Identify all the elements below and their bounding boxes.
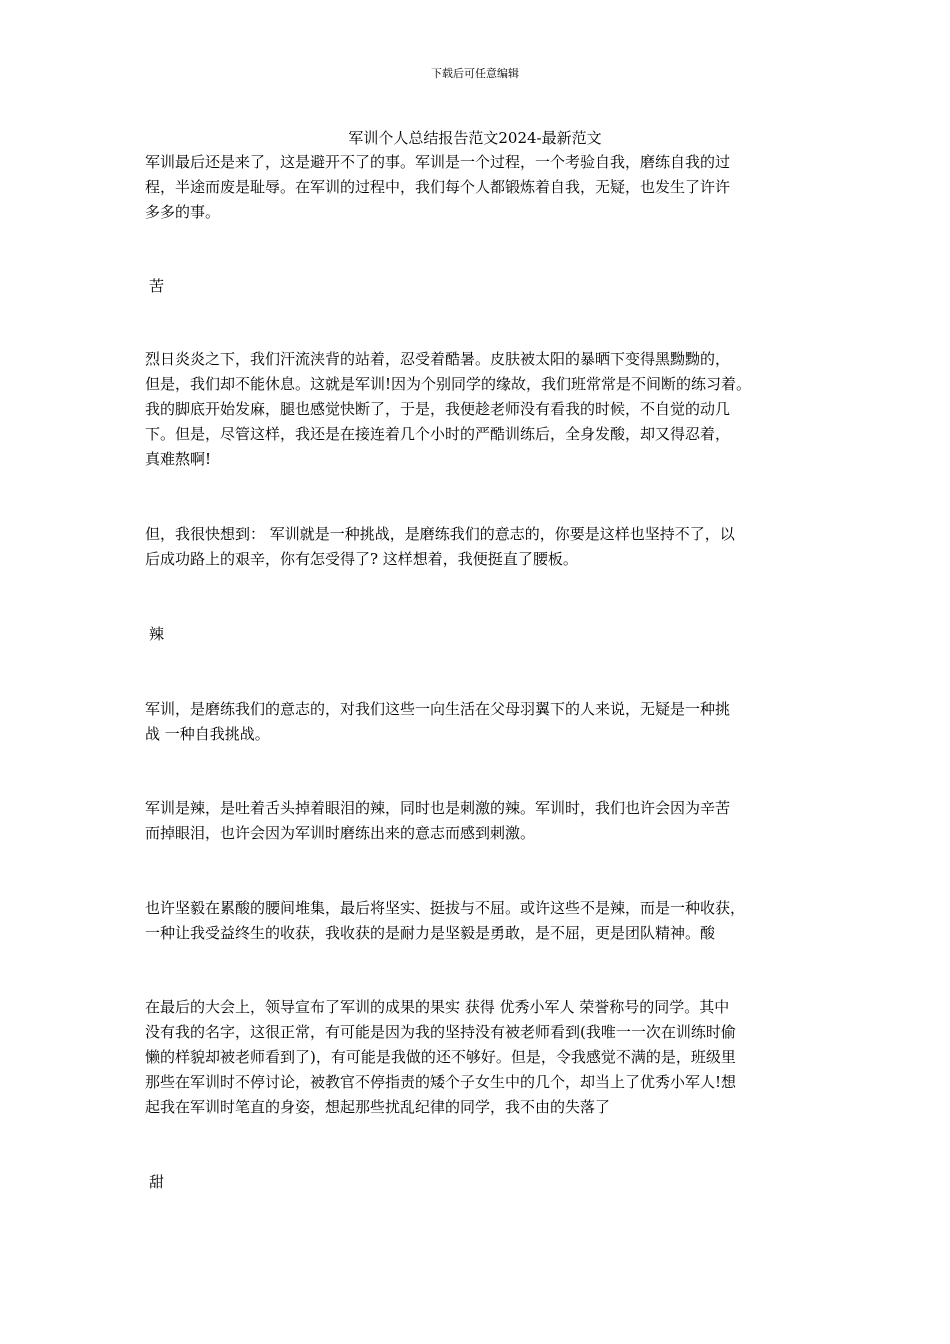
text-line: 下。但是，尽管这样，我还是在接连着几个小时的严酷训练后，全身发酸，却又得忍着， bbox=[145, 425, 731, 443]
text-line: 烈日炎炎之下，我们汗流浃背的站着，忍受着酷暑。皮肤被太阳的暴晒下变得黑黝黝的， bbox=[145, 350, 731, 368]
paragraph-spicy-2 bbox=[145, 796, 813, 846]
text-line: 我的脚底开始发麻，腿也感觉快断了，于是，我便趁老师没有看我的时候，不自觉的动几 bbox=[145, 400, 731, 418]
text-line: 但，我很快想到： 军训就是一种挑战，是磨练我们的意志的，你要是这样也坚持不了，以 bbox=[145, 525, 735, 543]
text-line: 那些在军训时不停讨论，被教官不停指责的矮个子女生中的几个，却当上了优秀小军人!想 bbox=[145, 1073, 737, 1091]
paragraph-spicy-1 bbox=[145, 697, 813, 747]
text-line: 没有我的名字，这很正常，有可能是因为我的坚持没有被老师看到(我唯一一次在训练时偷 bbox=[145, 1023, 736, 1041]
text-line: 而掉眼泪，也许会因为军训时磨练出来的意志而感到刺激。 bbox=[145, 824, 536, 842]
document-title: 军训个人总结报告范文2024-最新范文 bbox=[348, 129, 602, 147]
paragraph-bitter-1 bbox=[145, 347, 813, 472]
text-line: 战 一种自我挑战。 bbox=[145, 725, 270, 743]
text-line: 军训最后还是来了，这是避开不了的事。军训是一个过程，一个考验自我，磨练自我的过 bbox=[145, 153, 731, 171]
text-line: 军训，是磨练我们的意志的，对我们这些一向生活在父母羽翼下的人来说，无疑是一种挑 bbox=[145, 700, 731, 718]
page-header-note: 下载后可任意编辑 bbox=[431, 67, 519, 80]
text-line: 但是，我们却不能休息。这就是军训!因为个别同学的缘故，我们班常常是不间断的练习着。 bbox=[145, 375, 752, 393]
text-line: 真难熬啊! bbox=[145, 450, 212, 468]
text-line: 也许坚毅在累酸的腰间堆集，最后将坚实、挺拔与不屈。或许这些不是辣，而是一种收获， bbox=[145, 899, 746, 917]
text-line: 一种让我受益终生的收获，我收获的是耐力是坚毅是勇敢，是不屈，更是团队精神。酸 bbox=[145, 924, 716, 942]
text-line: 后成功路上的艰辛，你有怎受得了? 这样想着，我便挺直了腰板。 bbox=[145, 550, 578, 568]
paragraph-sour bbox=[145, 995, 813, 1120]
text-line: 程，半途而废是耻辱。在军训的过程中，我们每个人都锻炼着自我，无疑，也发生了许许 bbox=[145, 178, 731, 196]
text-line: 在最后的大会上，领导宣布了军训的成果的果实 获得 优秀小军人 荣誉称号的同学。其中 bbox=[145, 998, 730, 1016]
paragraph-spicy-3 bbox=[145, 896, 813, 946]
section-heading-sweet: 甜 bbox=[149, 1173, 165, 1191]
section-heading-bitter: 苦 bbox=[149, 277, 165, 295]
text-line: 军训是辣，是吐着舌头掉着眼泪的辣，同时也是刺激的辣。军训时，我们也许会因为辛苦 bbox=[145, 799, 731, 817]
paragraph-intro bbox=[145, 150, 813, 225]
text-line: 多多的事。 bbox=[145, 203, 221, 221]
paragraph-bitter-2 bbox=[145, 522, 813, 572]
text-line: 起我在军训时笔直的身姿，想起那些扰乱纪律的同学，我不由的失落了 bbox=[145, 1098, 611, 1116]
section-heading-spicy: 辣 bbox=[149, 625, 165, 643]
text-line: 懒的样貌却被老师看到了)，有可能是我做的还不够好。但是，令我感觉不满的是，班级里 bbox=[145, 1048, 736, 1066]
